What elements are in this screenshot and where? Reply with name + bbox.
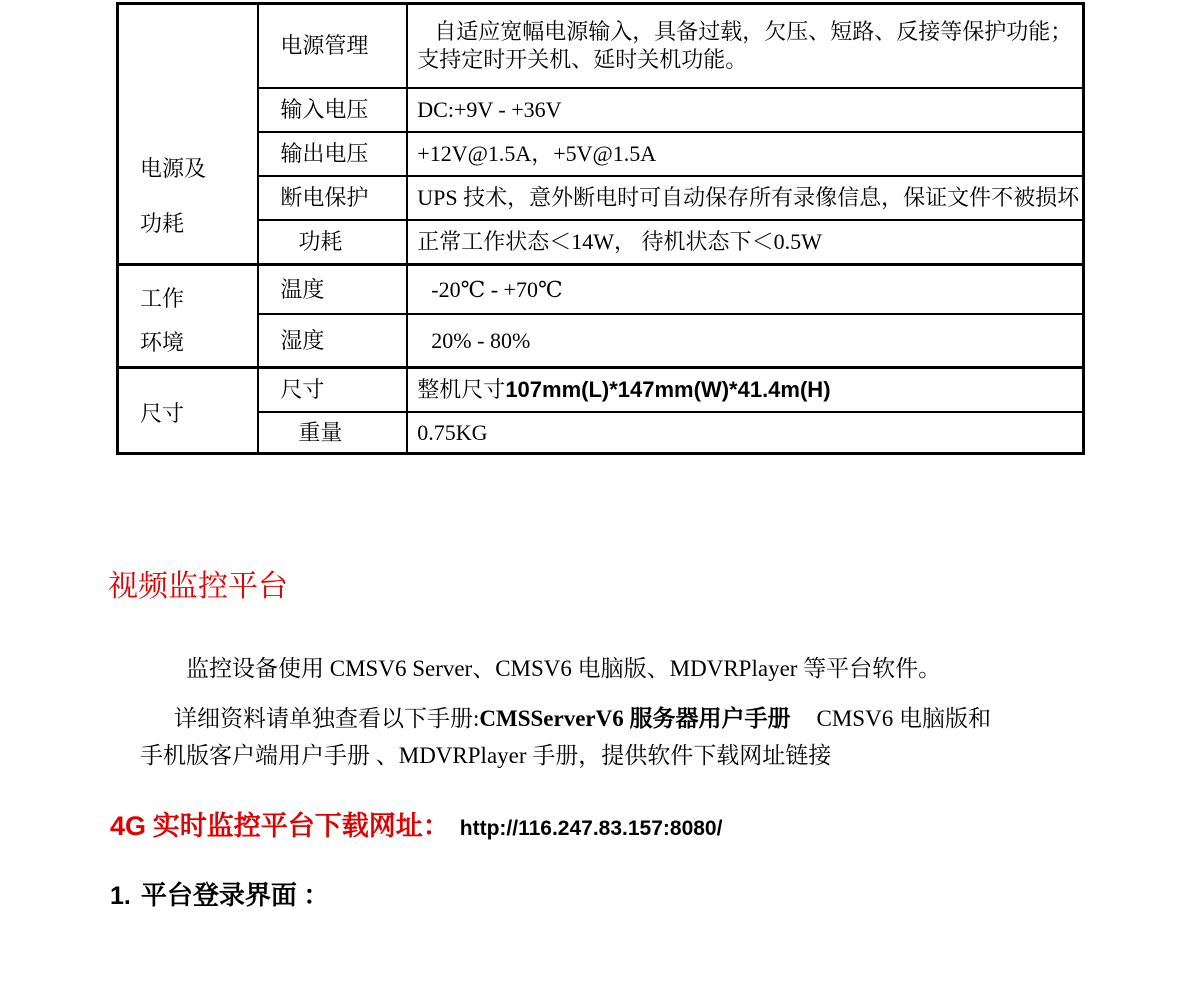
login-section-title-line (110, 875, 329, 912)
manual-reference-line2: 手机版客户端用户手册 、MDVRPlayer 手册，提供软件下载网址链接 (140, 743, 832, 768)
download-url-line (110, 804, 722, 843)
group-power-line1: 电源及 (140, 156, 207, 181)
manual-ref-tail: CMSV6 电脑版和 (816, 706, 991, 731)
spec-label-power-mgmt: 电源管理 (258, 4, 407, 88)
platform-intro-paragraph: 监控设备使用 CMSV6 Server、CMSV6 电脑版、MDVRPlayer 等平台软件。 (186, 656, 942, 681)
group-env-line1: 工作 (140, 286, 185, 311)
size-dimensions: 107mm(L)*147mm(W)*41.4m(H) (505, 377, 831, 402)
manual-ref-bold-title: CMSServerV6 服务器用户手册 (479, 706, 791, 731)
spec-value-power-off-protect: UPS 技术，意外断电时可自动保存所有录像信息，保证文件不被损坏 (407, 176, 1083, 220)
download-label-4g: 4G (110, 811, 147, 841)
spec-label-input-voltage: 输入电压 (258, 88, 407, 132)
manual-ref-lead: 详细资料请单独查看以下手册: (174, 706, 480, 731)
spec-label-consumption: 功耗 (258, 220, 407, 265)
spec-value-output-voltage: +12V@1.5A，+5V@1.5A (407, 132, 1083, 176)
list-number: 1. (110, 882, 131, 910)
spec-value-temperature: -20℃ - +70℃ (407, 265, 1083, 315)
group-cell-dimensions (118, 368, 259, 454)
power-mgmt-line1: 自适应宽幅电源输入，具备过载，欠压、短路、反接等保护功能； (434, 19, 1073, 45)
spec-label-weight: 重量 (258, 412, 407, 454)
spec-value-weight: 0.75KG (407, 412, 1083, 454)
manual-reference-line1 (174, 700, 991, 733)
spec-value-input-voltage: DC:+9V - +36V (407, 88, 1083, 132)
group-cell-environment (118, 265, 259, 368)
group-env-line2: 环境 (140, 330, 185, 355)
group-cell-power (118, 4, 259, 265)
size-prefix: 整机尺寸 (417, 377, 506, 402)
spec-label-humidity: 湿度 (258, 314, 407, 367)
spec-table (116, 2, 1085, 455)
spec-label-output-voltage: 输出电压 (258, 132, 407, 176)
download-url-text: http://116.247.83.157:8080/ (459, 817, 723, 840)
spec-value-power-mgmt (407, 4, 1083, 88)
power-mgmt-line2: 支持定时开关机、延时关机功能。 (417, 46, 748, 72)
spec-value-consumption: 正常工作状态＜14W， 待机状态下＜0.5W (407, 220, 1083, 265)
spec-value-humidity: 20% - 80% (407, 314, 1083, 367)
group-power-line2: 功耗 (140, 211, 185, 236)
group-dim-line1: 尺寸 (140, 401, 185, 426)
spec-label-power-off-protect: 断电保护 (258, 176, 407, 220)
download-label-text: 实时监控平台下载网址： (146, 811, 450, 841)
login-section-title: 平台登录界面 ： (140, 881, 330, 910)
spec-label-temperature: 温度 (258, 265, 407, 315)
spec-label-size: 尺寸 (258, 368, 407, 412)
spec-value-size (407, 368, 1083, 412)
section-heading: 视频监控平台 (108, 570, 288, 603)
